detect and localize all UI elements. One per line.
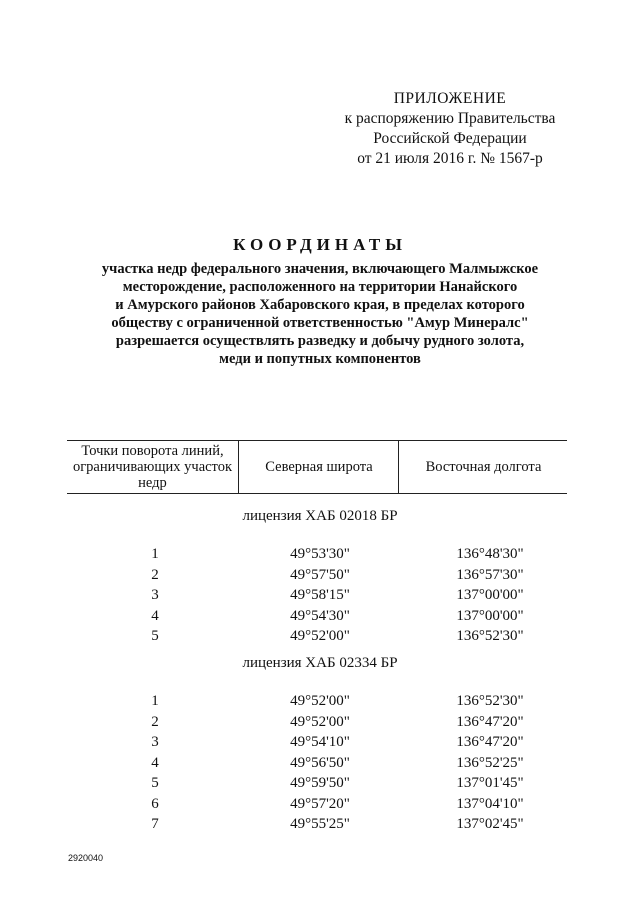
subtitle-line: участка недр федерального значения, включающего Малмыжское — [101, 261, 539, 277]
header-longitude: Восточная долгота — [398, 441, 568, 493]
longitude-value: 136°48'30" — [456, 546, 524, 562]
longitude-value: 137°02'45" — [456, 816, 524, 832]
latitude-value: 49°59'50" — [290, 775, 350, 791]
appendix-title: ПРИЛОЖЕНИЕ — [393, 90, 507, 107]
latitude-value: 49°52'00" — [290, 693, 350, 709]
table-row — [0, 587, 640, 607]
latitude-value: 49°58'15" — [290, 587, 350, 603]
longitude-value: 136°47'20" — [456, 734, 524, 750]
point-number: 2 — [151, 713, 159, 730]
table-row — [0, 693, 640, 713]
header-latitude: Северная широта — [238, 441, 399, 493]
subtitle-line: меди и попутных компонентов — [219, 351, 421, 367]
longitude-value: 137°04'10" — [456, 795, 524, 812]
latitude-value: 49°56'50" — [290, 754, 350, 771]
document-code: 2920040 — [68, 853, 104, 863]
point-number: 3 — [151, 734, 159, 750]
point-number: 1 — [151, 693, 159, 709]
license-label: лицензия ХАБ 02334 БР — [242, 655, 398, 671]
point-number: 6 — [151, 795, 159, 812]
table-row — [0, 816, 640, 836]
table-header — [67, 440, 567, 494]
table-row — [0, 755, 640, 775]
header-points: Точки поворота линий, ограничивающих участок недр — [72, 443, 233, 491]
longitude-value: 136°52'30" — [456, 628, 524, 644]
subtitle-line: обществу с ограниченной ответственностью "Амур Минералс" — [111, 315, 529, 331]
latitude-value: 49°52'00" — [290, 628, 350, 644]
appendix-block — [300, 89, 600, 169]
latitude-value: 49°57'20" — [290, 795, 350, 812]
table-row — [0, 734, 640, 754]
table-row — [0, 775, 640, 795]
table-row — [0, 628, 640, 648]
point-number: 2 — [151, 566, 159, 583]
subtitle-line: и Амурского районов Хабаровского края, в пределах которого — [115, 297, 525, 313]
point-number: 5 — [151, 628, 159, 644]
document-subtitle — [40, 260, 600, 368]
appendix-line-1: к распоряжению Правительства — [344, 110, 556, 127]
latitude-value: 49°57'50" — [290, 566, 350, 583]
table-row — [0, 608, 640, 628]
subtitle-line: месторождение, расположенного на территории Нанайского — [122, 279, 518, 295]
latitude-value: 49°54'10" — [290, 734, 350, 750]
table-row — [0, 567, 640, 587]
point-number: 3 — [151, 587, 159, 603]
point-number: 7 — [151, 816, 159, 832]
latitude-value: 49°54'30" — [290, 607, 350, 624]
point-number: 4 — [151, 754, 159, 771]
table-row — [0, 796, 640, 816]
longitude-value: 136°57'30" — [456, 566, 524, 583]
longitude-value: 137°00'00" — [456, 587, 524, 603]
point-number: 1 — [151, 546, 159, 562]
license-label: лицензия ХАБ 02018 БР — [242, 508, 398, 524]
table-row — [0, 546, 640, 566]
table-row — [0, 714, 640, 734]
longitude-value: 137°00'00" — [456, 607, 524, 624]
document-heading: КООРДИНАТЫ — [233, 235, 407, 254]
point-number: 5 — [151, 775, 159, 791]
longitude-value: 136°52'30" — [456, 693, 524, 709]
subtitle-line: разрешается осуществлять разведку и добычу рудного золота, — [115, 333, 525, 349]
latitude-value: 49°52'00" — [290, 713, 350, 730]
longitude-value: 136°47'20" — [456, 713, 524, 730]
latitude-value: 49°53'30" — [290, 546, 350, 562]
longitude-value: 136°52'25" — [456, 754, 524, 771]
latitude-value: 49°55'25" — [290, 816, 350, 832]
appendix-line-3: от 21 июля 2016 г. № 1567-р — [357, 150, 543, 167]
longitude-value: 137°01'45" — [456, 775, 524, 791]
point-number: 4 — [151, 607, 159, 624]
appendix-line-2: Российской Федерации — [373, 130, 527, 147]
